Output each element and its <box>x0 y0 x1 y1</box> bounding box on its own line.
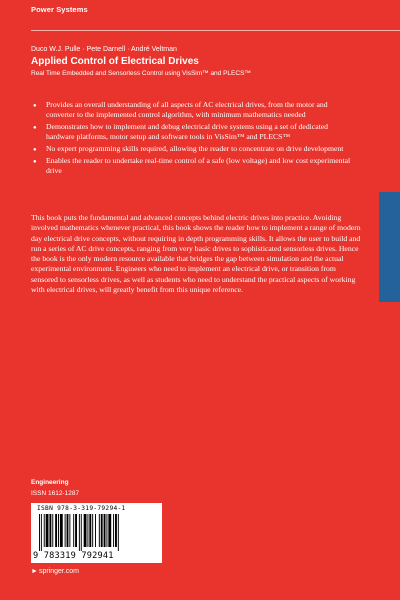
bullet-icon: ● <box>33 159 37 165</box>
barcode-bar <box>115 514 117 547</box>
barcode-bar <box>52 514 53 547</box>
barcode-digits: 9 783319 792941 <box>33 551 114 561</box>
barcode-bar <box>60 514 63 547</box>
barcode-bar <box>55 514 57 547</box>
barcode-bar <box>44 514 45 547</box>
feature-item <box>31 122 356 142</box>
isbn-text: ISBN 978-3-319-79294-1 <box>37 505 126 512</box>
barcode-bar <box>92 514 93 547</box>
bullet-icon: ● <box>33 147 37 153</box>
barcode-bar <box>65 514 66 547</box>
bullet-icon: ● <box>33 125 37 131</box>
feature-text: No expert programming skills required, allowing the reader to concentrate on drive development <box>46 144 344 153</box>
series-name: Power Systems <box>31 5 88 14</box>
barcode-bar <box>58 514 59 547</box>
barcode-bar <box>84 514 87 547</box>
book-subtitle: Real Time Embedded and Sensorless Control using VisSim™ and PLECS™ <box>31 70 251 77</box>
book-title: Applied Control of Electrical Drives <box>31 56 199 67</box>
issn-label: ISSN 1612-1287 <box>31 490 80 497</box>
feature-text: Provides an overall understanding of all aspects of AC electrical drives, from the motor and converter to the implemented control algorithm, with minimum mathematics needed <box>46 100 328 119</box>
barcode-bar <box>87 514 88 547</box>
authors: Duco W.J. Pulle · Pete Darnell · André Veltman <box>31 46 177 53</box>
side-color-tab <box>379 192 400 302</box>
barcode-bar <box>99 514 100 547</box>
barcode-bar <box>89 514 91 547</box>
publisher-link[interactable] <box>31 568 79 575</box>
barcode-bar <box>104 514 106 547</box>
barcode-bars <box>39 514 157 551</box>
feature-item <box>31 144 356 154</box>
barcode-bar <box>46 514 49 547</box>
barcode-bar <box>106 514 107 547</box>
bullet-icon: ● <box>33 103 37 109</box>
barcode-bar <box>108 514 111 547</box>
barcode-bar <box>73 514 74 547</box>
book-description: This book puts the fundamental and advanced concepts behind electric drives into practice. Avoiding involved mathematics whenever practical, this book shows the reader how to implement a range of modern day electrical drive concepts, without requiring in depth programming skills. It allows the user to build and run a series of AC drive concepts, ranging from very basic drives to sophisticated sensorless drives. Hence the book is the only modern resource available that bridges the gap between simulation and the actual experimental environment. Engineers who need to implement an electrical drive, or transition from sensored to sensorless drives, as well as students who need to understand the practical aspects of working with electrical drives, will greatly benefit from this unique reference. <box>31 213 361 295</box>
barcode-bar <box>67 514 69 547</box>
header-rule <box>31 30 400 31</box>
barcode-bar <box>49 514 51 547</box>
feature-item <box>31 100 356 120</box>
barcode-bar <box>69 514 70 547</box>
barcode-bar <box>118 514 119 551</box>
barcode-bar <box>95 514 96 547</box>
barcode-bar <box>75 514 77 547</box>
category-label: Engineering <box>31 479 69 486</box>
feature-list <box>31 100 356 178</box>
barcode-bar <box>101 514 103 547</box>
feature-text: Demonstrates how to implement and debug electrical drive systems using a set of dedicated hardware platforms, motor setup and software tools in VisSim™ and PLECS™ <box>46 122 329 141</box>
feature-item <box>31 156 356 176</box>
barcode-bar <box>81 514 82 551</box>
barcode-bar <box>41 514 42 551</box>
feature-text: Enables the reader to undertake real-time control of a safe (low voltage) and low cost experimental drive <box>46 156 351 175</box>
barcode-bar <box>113 514 114 547</box>
publisher-url: springer.com <box>38 568 80 575</box>
barcode <box>31 503 162 563</box>
barcode-bar <box>79 514 80 551</box>
arrow-icon: ► <box>31 568 38 575</box>
barcode-bar <box>39 514 40 551</box>
